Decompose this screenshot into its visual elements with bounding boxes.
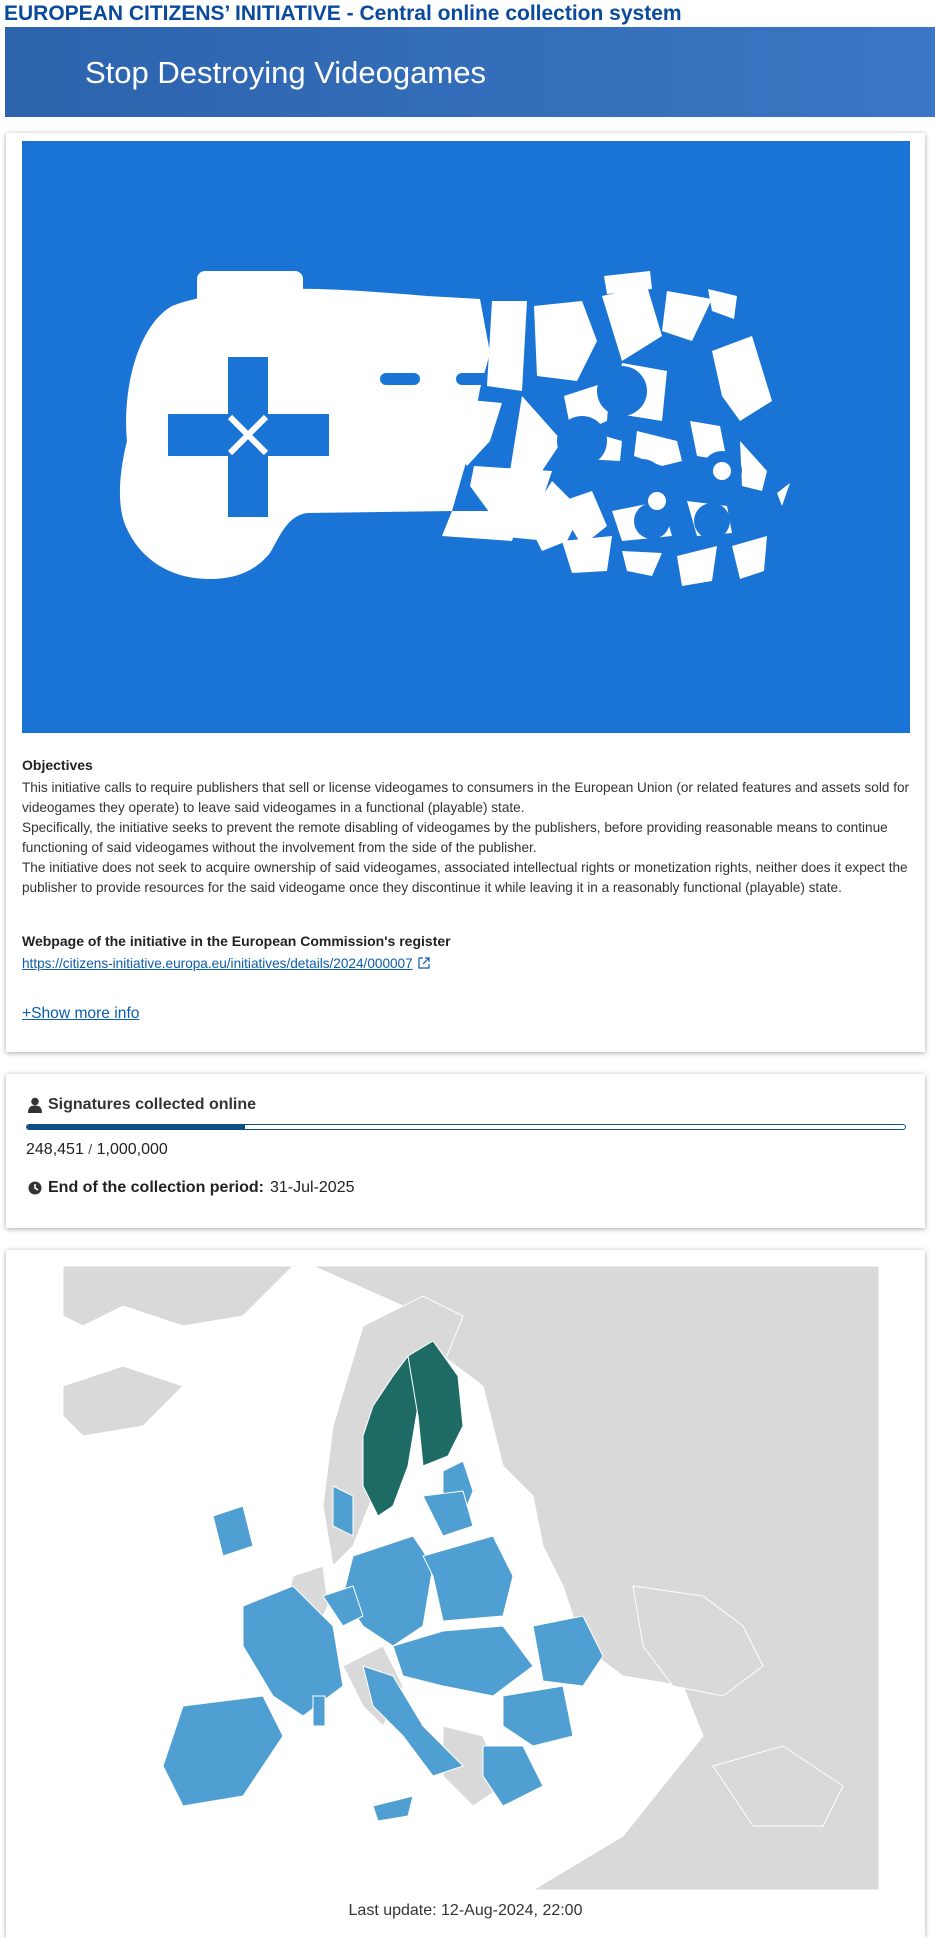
signatures-separator: / [88,1141,93,1157]
user-icon [28,1097,42,1113]
register-link[interactable] [22,956,430,971]
collection-end [28,1179,355,1197]
register-link-text: https://citizens-initiative.europa.eu/initiatives/details/2024/000007 [22,956,413,971]
signatures-heading-label: Signatures collected online [48,1096,257,1113]
last-update: Last update: 12-Aug-2024, 22:00 [348,1902,583,1919]
collection-end-label: End of the collection period: [48,1179,264,1196]
show-more-link[interactable]: +Show more info [22,1005,140,1022]
europe-map[interactable] [63,1266,879,1890]
site-title: EUROPEAN CITIZENS’ INITIATIVE - Central online collection system [4,2,682,25]
objectives-paragraph: The initiative does not seek to acquire ownership of said videogames, associated intellectual rights or monetization rights, neither does it expect the publisher to provide resources for the said videogame once they discontinue it while leaving it in a reasonably functional (playable) state. [22,860,908,895]
clock-icon [28,1181,42,1195]
banner [5,27,935,117]
register-heading: Webpage of the initiative in the European Commission's register [22,933,451,949]
initiative-card [6,133,925,1052]
initiative-image [22,141,910,733]
signatures-heading [28,1096,256,1114]
signatures-progress-bar [26,1124,906,1130]
signatures-count [26,1141,168,1159]
collection-end-date: 31-Jul-2025 [270,1179,355,1196]
objectives-text [22,778,912,898]
signatures-goal: 1,000,000 [96,1141,168,1158]
signatures-collected: 248,451 [26,1141,84,1158]
objectives-heading: Objectives [22,757,93,773]
initiative-title: Stop Destroying Videogames [85,55,486,90]
broken-gamepad-icon [22,141,910,733]
external-link-icon [418,957,430,969]
map-card [6,1250,925,1938]
objectives-paragraph: This initiative calls to require publishers that sell or license videogames to consumers in the European Union (or related features and assets sold for videogames they operate) to leave said videogames in a functional (playable) state. [22,780,910,815]
signatures-card [6,1074,925,1228]
signatures-progress-fill [27,1125,245,1129]
objectives-paragraph: Specifically, the initiative seeks to prevent the remote disabling of videogames by the publishers, before providing reasonable means to continue functioning of said videogames without the involvement from the side of the publisher. [22,820,888,855]
